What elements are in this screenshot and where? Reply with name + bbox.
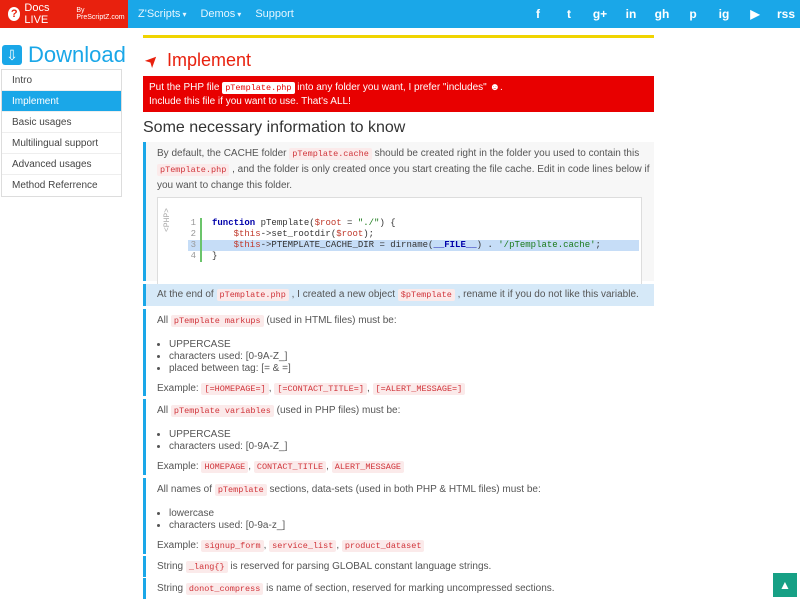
code-snippet: HOMEPAGE <box>201 461 248 473</box>
social-links <box>521 0 800 28</box>
info-object-section: At the end of pTemplate.php , I created a new object $pTemplate , rename it if you do not like this variable. <box>143 284 654 306</box>
code-snippet: pTemplate variables <box>171 405 274 417</box>
list-item: • characters used: [0-9A-Z_] <box>169 351 654 363</box>
code-snippet: [=CONTACT_TITLE=] <box>274 383 367 395</box>
rules-list <box>169 508 654 532</box>
code-block[interactable] <box>157 197 642 285</box>
download-label: Download <box>28 42 126 67</box>
code-line: 2 $this->set_rootdir($root); <box>188 229 639 240</box>
code-line-highlighted: 3 $this->PTEMPLATE_CACHE_DIR = dirname(__FILE__) . '/pTemplate.cache'; <box>188 240 639 251</box>
list-item: • characters used: [0-9a-z_] <box>169 520 654 532</box>
names-section: All names of pTemplate sections, data-sets (used in both PHP & HTML files) must be: • lowercase • characters used: [0-9a-z_] Example: signup_form , service_list , product_dataset <box>143 478 654 554</box>
download-link[interactable] <box>2 42 126 68</box>
list-item: • characters used: [0-9A-Z_] <box>169 441 654 453</box>
list-item: • UPPERCASE <box>169 429 654 441</box>
question-icon: ? <box>8 7 20 21</box>
back-to-top-button[interactable] <box>773 573 797 597</box>
sidebar-item-basic-usages[interactable]: Basic usages <box>2 112 121 133</box>
code-snippet: _lang{} <box>186 561 228 573</box>
code-snippet: pTemplate.php <box>222 82 294 94</box>
rocket-icon: ➤ <box>141 50 164 72</box>
rss-icon[interactable]: rss <box>772 0 800 28</box>
page-title <box>143 50 251 71</box>
list-item: • lowercase <box>169 508 654 520</box>
code-snippet: product_dataset <box>342 540 425 552</box>
alert-box: Put the PHP file pTemplate.php into any folder you want, I prefer "includes" ☻. Include this file if you want to use. That's ALL! <box>143 76 654 112</box>
sidebar-item-intro[interactable]: Intro <box>2 70 121 91</box>
brand-name: Docs LIVE <box>24 2 50 26</box>
twitter-icon[interactable]: t <box>555 0 583 28</box>
rules-list <box>169 429 654 453</box>
code-snippet: [=HOMEPAGE=] <box>201 383 268 395</box>
menu-item-support[interactable]: Support <box>255 8 294 20</box>
sidebar-item-advanced-usages[interactable]: Advanced usages <box>2 154 121 175</box>
rules-list <box>169 339 654 375</box>
menu-item-zscripts[interactable]: Z'Scripts ▾ <box>138 8 187 20</box>
code-snippet: donot_compress <box>186 583 263 595</box>
section-title: Some necessary information to know <box>143 119 406 136</box>
linkedin-icon[interactable]: in <box>617 0 645 28</box>
code-snippet: pTemplate.php <box>157 164 229 176</box>
code-snippet: signup_form <box>201 540 263 552</box>
brand-subtitle: By PreScriptZ.com <box>76 7 125 21</box>
main-menu <box>138 8 294 20</box>
code-lang-label: <PHP> <box>162 208 172 233</box>
code-snippet: pTemplate markups <box>171 315 264 327</box>
code-line: 4 } <box>188 251 639 262</box>
pinterest-icon[interactable]: p <box>679 0 707 28</box>
code-snippet: ALERT_MESSAGE <box>332 461 404 473</box>
chevron-down-icon: ▾ <box>237 10 242 19</box>
instagram-icon[interactable]: ig <box>710 0 738 28</box>
sidebar-item-multilingual[interactable]: Multilingual support <box>2 133 121 154</box>
code-snippet: $pTemplate <box>398 289 455 301</box>
code-snippet: pTemplate <box>215 484 267 496</box>
divider-bar <box>143 35 654 38</box>
sidebar-item-method-reference[interactable]: Method Referrence <box>12 180 98 191</box>
sidebar-item-implement[interactable]: Implement <box>2 91 121 112</box>
brand-logo[interactable] <box>0 0 128 28</box>
chevron-up-icon: ▲ <box>779 578 791 592</box>
github-icon[interactable]: gh <box>648 0 676 28</box>
facebook-icon[interactable]: f <box>524 0 552 28</box>
code-snippet: pTemplate.php <box>217 289 289 301</box>
code-snippet: CONTACT_TITLE <box>254 461 326 473</box>
chevron-down-icon: ▾ <box>182 10 187 19</box>
info-cache-section: By default, the CACHE folder pTemplate.cache should be created right in the folder you used to contain this pTemplate.php , and the folder is only created once you start creating the file cache. Edit in code lines below if you want to change this folder. <PHP> 1 function pTemplate($root = "./") { 2 $this->set_rootdir($root); 3 $this->PTEMPLATE_CACHE_DIR = dirname(__FILE__) . '/pTemplate.cache'; 4 } <box>143 142 654 281</box>
donot-compress-section: String donot_compress is name of section, reserved for marking uncompressed sections. <box>143 578 654 599</box>
sidebar-nav <box>1 69 122 197</box>
code-snippet: service_list <box>269 540 336 552</box>
code-snippet: [=ALERT_MESSAGE=] <box>373 383 466 395</box>
google-plus-icon[interactable]: g+ <box>586 0 614 28</box>
variables-section: All pTemplate variables (used in PHP files) must be: • UPPERCASE • characters used: [0-9A-Z_] Example: HOMEPAGE , CONTACT_TITLE , ALERT_MESSAGE <box>143 399 654 475</box>
download-icon: ⇩ <box>2 45 22 65</box>
list-item: • placed between tag: [= & =] <box>169 363 654 375</box>
code-line: 1 function pTemplate($root = "./") { <box>188 218 639 229</box>
top-navbar <box>0 0 800 28</box>
list-item: • UPPERCASE <box>169 339 654 351</box>
lang-section: String _lang{} is reserved for parsing GLOBAL constant language strings. <box>143 556 654 577</box>
menu-item-demos[interactable]: Demos ▾ <box>200 8 242 20</box>
youtube-icon[interactable]: ▶ <box>741 0 769 28</box>
code-snippet: pTemplate.cache <box>289 148 372 160</box>
markups-section: All pTemplate markups (used in HTML files) must be: • UPPERCASE • characters used: [0-9A-Z_] • placed between tag: [= & =] Example: [=HOMEPAGE=] , [=CONTACT_TITLE=] , [=ALERT_MESSAGE=] <box>143 309 654 396</box>
page-title-text: Implement <box>167 50 252 70</box>
